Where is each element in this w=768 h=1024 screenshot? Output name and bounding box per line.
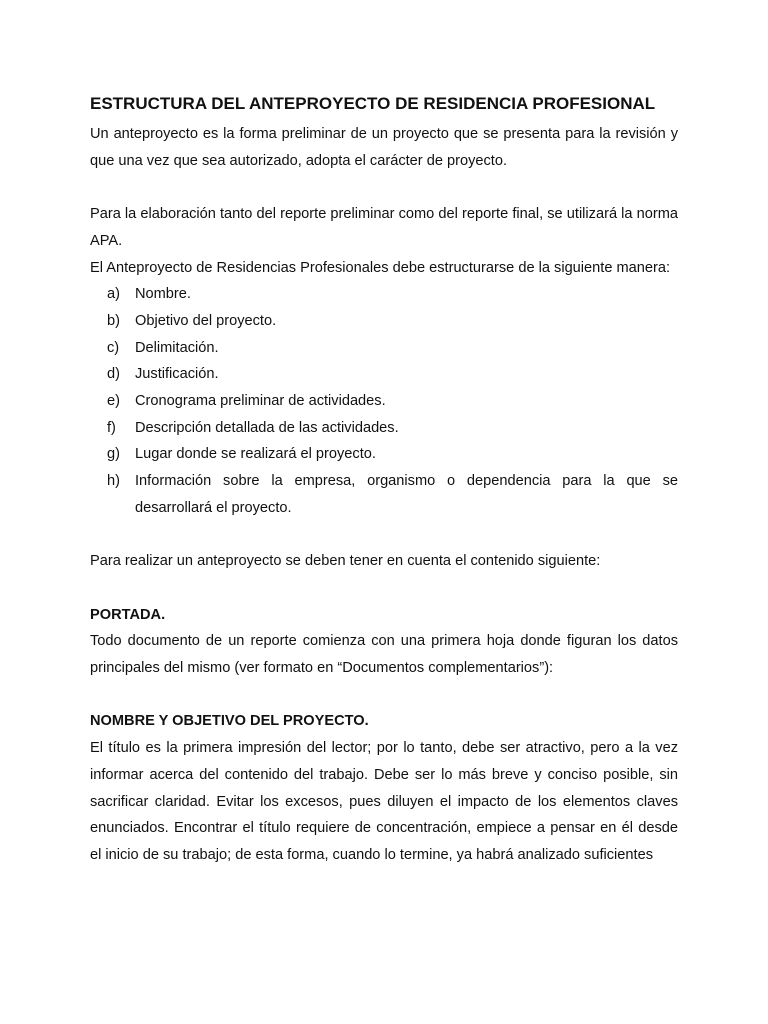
list-item [90, 335, 678, 362]
list-marker: f) [107, 419, 116, 436]
list-item-text: Objetivo del proyecto. [135, 312, 277, 329]
list-item [90, 441, 678, 468]
nombre-objetivo-paragraph: El título es la primera impresión del lector; por lo tanto, debe ser atractivo, pero a la vez informar acerca del contenido del trabajo. Debe ser lo más breve y conciso posible, sin sacrificar claridad. Evitar los excesos, pues diluyen el impacto de los elementos claves enunciados. Encontrar el título requiere de concentración, empiece a pensar en él desde el inicio de su trabajo; de esta forma, cuando lo termine, ya habrá analizado suficientes [90, 740, 678, 863]
list-item [90, 388, 678, 415]
portada-paragraph: Todo documento de un reporte comienza con una primera hoja donde figuran los datos principales del mismo (ver formato en “Documentos complementarios”): [90, 633, 678, 677]
list-item-text: Información sobre la empresa, organismo o dependencia para la que se desarrollará el proyecto. [135, 473, 678, 516]
list-marker: d) [107, 366, 120, 383]
list-marker: b) [107, 312, 120, 329]
contenido-paragraph: Para realizar un anteproyecto se deben tener en cuenta el contenido siguiente: [90, 553, 601, 570]
list-item [90, 308, 678, 335]
intro-paragraph: Un anteproyecto es la forma preliminar de un proyecto que se presenta para la revisión y que una vez que sea autorizado, adopta el carácter de proyecto. [90, 126, 678, 169]
paragraph-gap [90, 682, 678, 709]
list-item-text: Cronograma preliminar de actividades. [135, 393, 386, 410]
list-item-text: Nombre. [135, 286, 191, 303]
list-item [90, 361, 678, 388]
list-marker: a) [107, 286, 120, 303]
list-marker: g) [107, 446, 120, 463]
list-item-text: Descripción detallada de las actividades. [135, 419, 399, 436]
paragraph-gap [90, 522, 678, 549]
nombre-objetivo-heading: NOMBRE Y OBJETIVO DEL PROYECTO. [90, 713, 369, 730]
list-item-text: Delimitación. [135, 339, 219, 356]
paragraph-gap [90, 575, 678, 602]
structure-list [90, 281, 678, 521]
paragraph-gap [90, 174, 678, 201]
list-item-text: Lugar donde se realizará el proyecto. [135, 446, 376, 463]
list-item [90, 468, 678, 521]
list-marker: c) [107, 339, 120, 356]
list-item-text: Justificación. [135, 366, 219, 383]
list-item [90, 415, 678, 442]
list-item [90, 281, 678, 308]
portada-heading: PORTADA. [90, 606, 166, 623]
list-marker: e) [107, 393, 120, 410]
list-marker: h) [107, 473, 120, 490]
document-page [90, 93, 678, 869]
structure-paragraph: El Anteproyecto de Residencias Profesionales debe estructurarse de la siguiente manera: [90, 259, 671, 276]
document-title: ESTRUCTURA DEL ANTEPROYECTO DE RESIDENCIA PROFESIONAL [90, 94, 656, 113]
norma-paragraph: Para la elaboración tanto del reporte preliminar como del reporte final, se utilizará la norma APA. [90, 206, 678, 249]
